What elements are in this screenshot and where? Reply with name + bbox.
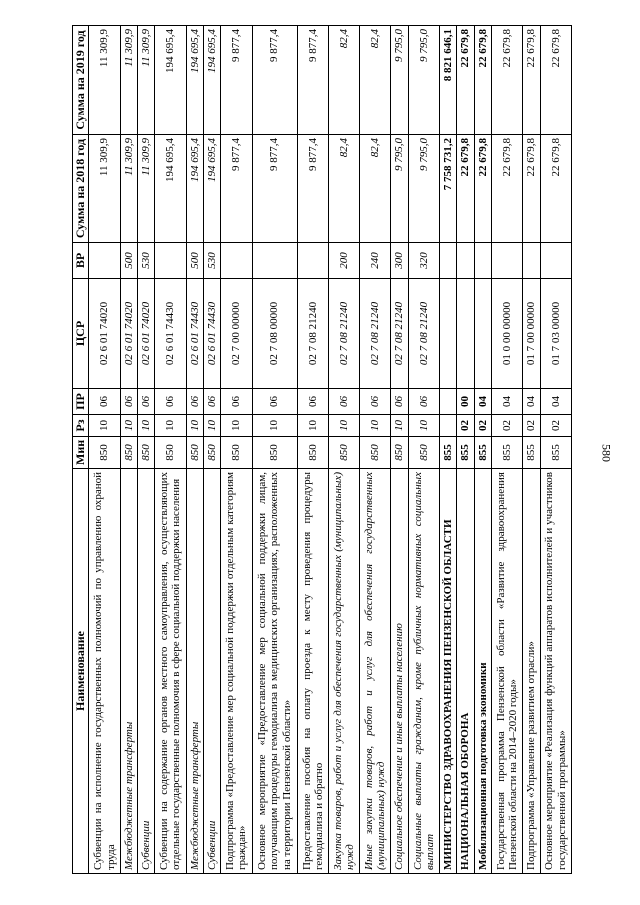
- cell-sum-2018: 194 695,4: [203, 135, 220, 243]
- cell-vr: [221, 243, 252, 279]
- cell-vr: [440, 243, 457, 279]
- cell-rz: 10: [155, 415, 186, 437]
- cell-rz: 02: [523, 415, 540, 437]
- cell-pr: 00: [457, 389, 474, 415]
- cell-csr: 02 6 01 74020: [138, 279, 155, 389]
- cell-pr: 04: [474, 389, 491, 415]
- cell-sum-2019: 11 309,9: [89, 26, 120, 135]
- cell-sum-2018: 22 679,8: [492, 135, 523, 243]
- cell-csr: 02 6 01 74020: [120, 279, 137, 389]
- cell-rz: 10: [89, 415, 120, 437]
- cell-vr: [457, 243, 474, 279]
- cell-sum-2018: 82,4: [360, 135, 391, 243]
- cell-name: Мобилизационная подготовка экономики: [474, 469, 491, 874]
- header-csr: ЦСР: [73, 279, 89, 389]
- table-row: [89, 26, 120, 874]
- cell-sum-2019: 9 877,4: [297, 26, 328, 135]
- cell-pr: 06: [391, 389, 408, 415]
- cell-name: Иные закупки товаров, работ и услуг для обеспечения государственных (муниципальных) нужд: [360, 469, 391, 874]
- table-body: [89, 26, 572, 874]
- cell-sum-2019: 22 679,8: [457, 26, 474, 135]
- cell-csr: 02 7 08 21240: [391, 279, 408, 389]
- cell-csr: 02 6 01 74430: [203, 279, 220, 389]
- cell-vr: [523, 243, 540, 279]
- cell-vr: [540, 243, 571, 279]
- cell-pr: 06: [408, 389, 439, 415]
- header-name: Наименование: [73, 469, 89, 874]
- table-row: [440, 26, 457, 874]
- cell-sum-2019: 194 695,4: [203, 26, 220, 135]
- table-row: [328, 26, 359, 874]
- cell-sum-2018: 194 695,4: [155, 135, 186, 243]
- table-row: [360, 26, 391, 874]
- cell-csr: 01 0 00 00000: [492, 279, 523, 389]
- cell-pr: 06: [186, 389, 203, 415]
- cell-min: 850: [328, 437, 359, 469]
- header-pr: ПР: [73, 389, 89, 415]
- cell-sum-2019: 22 679,8: [523, 26, 540, 135]
- cell-sum-2019: 11 309,9: [138, 26, 155, 135]
- cell-sum-2019: 11 309,9: [120, 26, 137, 135]
- table-row: [408, 26, 439, 874]
- cell-vr: 240: [360, 243, 391, 279]
- cell-sum-2018: 9 795,0: [391, 135, 408, 243]
- budget-table: [72, 25, 572, 874]
- cell-sum-2018: 9 877,4: [252, 135, 297, 243]
- cell-vr: 500: [120, 243, 137, 279]
- cell-sum-2018: 22 679,8: [523, 135, 540, 243]
- cell-vr: 200: [328, 243, 359, 279]
- cell-pr: 06: [120, 389, 137, 415]
- cell-pr: 04: [523, 389, 540, 415]
- cell-name: Субвенции на содержание органов местного самоуправления, осуществляющих отдельные государственные полномочия в сфере социальной поддержки населения: [155, 469, 186, 874]
- header-vr: ВР: [73, 243, 89, 279]
- table-row: [523, 26, 540, 874]
- table-row: [203, 26, 220, 874]
- cell-min: 850: [138, 437, 155, 469]
- table-row: [492, 26, 523, 874]
- header-sum-2019: Сумма на 2019 год: [73, 26, 89, 135]
- table-row: [155, 26, 186, 874]
- cell-rz: 02: [492, 415, 523, 437]
- cell-sum-2019: 22 679,8: [540, 26, 571, 135]
- cell-min: 855: [523, 437, 540, 469]
- cell-name: Подпрограмма «Управление развитием отрасли»: [523, 469, 540, 874]
- table-row: [297, 26, 328, 874]
- cell-vr: [252, 243, 297, 279]
- cell-pr: 06: [297, 389, 328, 415]
- cell-pr: 06: [203, 389, 220, 415]
- cell-vr: 300: [391, 243, 408, 279]
- cell-sum-2019: 9 877,4: [221, 26, 252, 135]
- cell-rz: 02: [457, 415, 474, 437]
- page-number: 580: [599, 444, 614, 462]
- cell-min: 850: [297, 437, 328, 469]
- cell-name: Субвенции: [138, 469, 155, 874]
- cell-rz: 10: [138, 415, 155, 437]
- cell-sum-2018: 22 679,8: [457, 135, 474, 243]
- cell-min: 850: [203, 437, 220, 469]
- table-row: [391, 26, 408, 874]
- cell-rz: 10: [221, 415, 252, 437]
- cell-sum-2018: 22 679,8: [474, 135, 491, 243]
- cell-sum-2018: 194 695,4: [186, 135, 203, 243]
- header-min: Мин: [73, 437, 89, 469]
- cell-name: Предоставление пособия на оплату проезда к месту проведения процедуры гемодиализа и обратно: [297, 469, 328, 874]
- cell-min: 850: [391, 437, 408, 469]
- cell-pr: [440, 389, 457, 415]
- cell-sum-2019: 8 821 646,1: [440, 26, 457, 135]
- table-row: [474, 26, 491, 874]
- cell-min: 850: [186, 437, 203, 469]
- cell-rz: 10: [120, 415, 137, 437]
- table-row: [252, 26, 297, 874]
- cell-sum-2018: 9 877,4: [221, 135, 252, 243]
- cell-pr: 06: [360, 389, 391, 415]
- cell-vr: [89, 243, 120, 279]
- cell-name: Социальные выплаты гражданам, кроме публичных нормативных социальных выплат: [408, 469, 439, 874]
- cell-sum-2019: 82,4: [328, 26, 359, 135]
- table-row: [120, 26, 137, 874]
- cell-sum-2019: 9 877,4: [252, 26, 297, 135]
- cell-pr: 06: [252, 389, 297, 415]
- cell-name: Субвенции на исполнение государственных полномочий по управлению охраной труда: [89, 469, 120, 874]
- cell-sum-2018: 11 309,9: [120, 135, 137, 243]
- table-row: [540, 26, 571, 874]
- cell-vr: [297, 243, 328, 279]
- cell-sum-2019: 9 795,0: [408, 26, 439, 135]
- cell-csr: 02 7 08 00000: [252, 279, 297, 389]
- cell-rz: 10: [328, 415, 359, 437]
- cell-sum-2018: 11 309,9: [89, 135, 120, 243]
- cell-min: 855: [457, 437, 474, 469]
- cell-rz: 10: [186, 415, 203, 437]
- cell-vr: 320: [408, 243, 439, 279]
- cell-sum-2018: 7 758 731,2: [440, 135, 457, 243]
- cell-pr: 04: [540, 389, 571, 415]
- table-row: [186, 26, 203, 874]
- cell-name: НАЦИОНАЛЬНАЯ ОБОРОНА: [457, 469, 474, 874]
- cell-pr: 06: [221, 389, 252, 415]
- cell-vr: 500: [186, 243, 203, 279]
- cell-rz: 10: [203, 415, 220, 437]
- cell-name: Подпрограмма «Предоставление мер социальной поддержки отдельным категориям граждан»: [221, 469, 252, 874]
- cell-rz: 10: [360, 415, 391, 437]
- cell-csr: 02 6 01 74430: [155, 279, 186, 389]
- cell-min: 850: [120, 437, 137, 469]
- cell-min: 850: [221, 437, 252, 469]
- cell-rz: 10: [391, 415, 408, 437]
- cell-csr: 02 7 08 21240: [360, 279, 391, 389]
- cell-csr: [474, 279, 491, 389]
- cell-vr: 530: [138, 243, 155, 279]
- cell-rz: [440, 415, 457, 437]
- cell-sum-2018: 9 877,4: [297, 135, 328, 243]
- cell-min: 850: [252, 437, 297, 469]
- cell-rz: 02: [540, 415, 571, 437]
- cell-min: 850: [155, 437, 186, 469]
- cell-vr: 530: [203, 243, 220, 279]
- cell-sum-2018: 22 679,8: [540, 135, 571, 243]
- cell-vr: [155, 243, 186, 279]
- cell-min: 855: [474, 437, 491, 469]
- cell-min: 850: [360, 437, 391, 469]
- cell-csr: 02 7 08 21240: [328, 279, 359, 389]
- cell-rz: 10: [252, 415, 297, 437]
- cell-csr: 01 7 03 00000: [540, 279, 571, 389]
- cell-csr: 02 6 01 74430: [186, 279, 203, 389]
- table-row: [138, 26, 155, 874]
- cell-csr: 02 7 08 21240: [408, 279, 439, 389]
- cell-sum-2019: 82,4: [360, 26, 391, 135]
- cell-sum-2019: 194 695,4: [186, 26, 203, 135]
- cell-min: 855: [440, 437, 457, 469]
- cell-vr: [474, 243, 491, 279]
- cell-name: Закупка товаров, работ и услуг для обеспечения государственных (муниципальных) нужд: [328, 469, 359, 874]
- cell-name: Основное мероприятие «Предоставление мер социальной поддержки лицам, получающим процедуры гемодиализа в медицинских организациях, расположенных на территории Пензенской области»: [252, 469, 297, 874]
- cell-csr: 01 7 00 00000: [523, 279, 540, 389]
- cell-name: Основное мероприятие «Реализация функций аппаратов исполнителей и участников государственной программы»: [540, 469, 571, 874]
- table-header-row: [73, 26, 89, 874]
- rotated-table-container: [72, 26, 572, 874]
- cell-name: МИНИСТЕРСТВО ЗДРАВООХРАНЕНИЯ ПЕНЗЕНСКОЙ ОБЛАСТИ: [440, 469, 457, 874]
- cell-pr: 06: [328, 389, 359, 415]
- cell-min: 850: [408, 437, 439, 469]
- cell-pr: 06: [155, 389, 186, 415]
- cell-pr: 04: [492, 389, 523, 415]
- cell-min: 850: [89, 437, 120, 469]
- cell-rz: 10: [297, 415, 328, 437]
- cell-sum-2018: 9 795,0: [408, 135, 439, 243]
- cell-min: 855: [492, 437, 523, 469]
- cell-csr: 02 7 00 00000: [221, 279, 252, 389]
- table-row: [221, 26, 252, 874]
- cell-csr: [440, 279, 457, 389]
- cell-min: 855: [540, 437, 571, 469]
- cell-csr: 02 6 01 74020: [89, 279, 120, 389]
- cell-pr: 06: [89, 389, 120, 415]
- table-row: [457, 26, 474, 874]
- cell-rz: 02: [474, 415, 491, 437]
- header-sum-2018: Сумма на 2018 год: [73, 135, 89, 243]
- cell-rz: 10: [408, 415, 439, 437]
- cell-csr: [457, 279, 474, 389]
- cell-pr: 06: [138, 389, 155, 415]
- cell-name: Субвенции: [203, 469, 220, 874]
- cell-name: Межбюджетные трансферты: [186, 469, 203, 874]
- cell-sum-2019: 194 695,4: [155, 26, 186, 135]
- cell-sum-2019: 9 795,0: [391, 26, 408, 135]
- header-rz: Рз: [73, 415, 89, 437]
- cell-sum-2019: 22 679,8: [474, 26, 491, 135]
- cell-name: Межбюджетные трансферты: [120, 469, 137, 874]
- cell-sum-2018: 82,4: [328, 135, 359, 243]
- cell-sum-2019: 22 679,8: [492, 26, 523, 135]
- cell-name: Социальное обеспечение и иные выплаты населению: [391, 469, 408, 874]
- cell-csr: 02 7 08 21240: [297, 279, 328, 389]
- cell-vr: [492, 243, 523, 279]
- cell-sum-2018: 11 309,9: [138, 135, 155, 243]
- cell-name: Государственная программа Пензенской области «Развитие здравоохранения Пензенской области на 2014–2020 годы»: [492, 469, 523, 874]
